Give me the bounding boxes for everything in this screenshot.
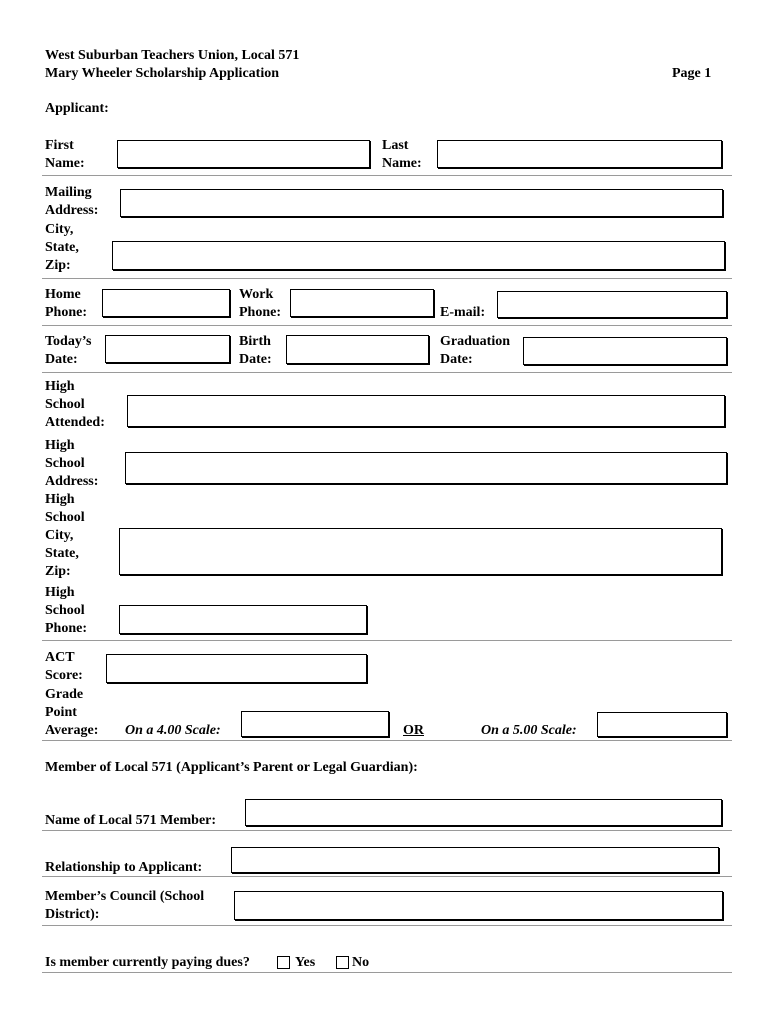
mailing-address-field[interactable]: [120, 189, 723, 217]
divider: [42, 640, 732, 641]
gpa-4-scale-label: On a 4.00 Scale:: [125, 723, 221, 738]
hs-city-state-zip-field[interactable]: [119, 528, 722, 575]
home-phone-field[interactable]: [102, 289, 230, 317]
hs-address-label: High School Address:: [45, 438, 99, 489]
dues-question: Is member currently paying dues?: [45, 955, 250, 970]
gpa-4-scale-field[interactable]: [241, 711, 389, 737]
council-field[interactable]: [234, 891, 723, 920]
applicant-heading: Applicant:: [45, 101, 109, 116]
hs-city-label: High School City, State, Zip:: [45, 492, 85, 579]
page-number: Page 1: [672, 66, 712, 81]
work-phone-field[interactable]: [290, 289, 434, 317]
member-heading: Member of Local 571 (Applicant’s Parent or Legal Guardian):: [45, 760, 418, 775]
first-name-field[interactable]: [117, 140, 370, 168]
email-field[interactable]: [497, 291, 727, 318]
org-name: West Suburban Teachers Union, Local 571: [45, 48, 300, 63]
council-label: Member’s Council (School District):: [45, 889, 205, 922]
last-name-field[interactable]: [437, 140, 722, 168]
hs-phone-label: High School Phone:: [45, 585, 87, 636]
todays-date-label: Today’s Date:: [45, 334, 92, 367]
divider: [42, 175, 732, 176]
hs-address-field[interactable]: [125, 452, 727, 484]
gpa-label: Grade Point Average:: [45, 687, 99, 738]
gpa-5-scale-label: On a 5.00 Scale:: [481, 723, 577, 738]
city-state-zip-label: City, State, Zip:: [45, 222, 79, 273]
divider: [42, 972, 732, 973]
graduation-date-field[interactable]: [523, 337, 727, 365]
mailing-address-label: Mailing Address:: [45, 185, 99, 218]
no-checkbox[interactable]: [336, 956, 349, 969]
divider: [42, 278, 732, 279]
work-phone-label: Work Phone:: [239, 287, 281, 320]
city-state-zip-field[interactable]: [112, 241, 725, 270]
member-name-label: Name of Local 571 Member:: [45, 813, 217, 828]
email-label: E-mail:: [440, 305, 486, 320]
or-label: OR: [403, 723, 424, 738]
act-score-field[interactable]: [106, 654, 367, 683]
divider: [42, 325, 732, 326]
divider: [42, 372, 732, 373]
act-score-label: ACT Score:: [45, 650, 83, 683]
gpa-5-scale-field[interactable]: [597, 712, 727, 737]
divider: [42, 740, 732, 741]
relationship-field[interactable]: [231, 847, 719, 873]
no-label: No: [352, 955, 370, 970]
divider: [42, 830, 732, 831]
member-name-field[interactable]: [245, 799, 722, 826]
hs-phone-field[interactable]: [119, 605, 367, 634]
graduation-date-label: Graduation Date:: [440, 334, 511, 367]
divider: [42, 876, 732, 877]
last-name-label: Last Name:: [382, 138, 422, 171]
relationship-label: Relationship to Applicant:: [45, 860, 203, 875]
hs-attended-label: High School Attended:: [45, 379, 105, 430]
birth-date-label: Birth Date:: [239, 334, 272, 367]
birth-date-field[interactable]: [286, 335, 429, 364]
home-phone-label: Home Phone:: [45, 287, 87, 320]
yes-label: Yes: [295, 955, 316, 970]
yes-checkbox[interactable]: [277, 956, 290, 969]
divider: [42, 925, 732, 926]
first-name-label: First Name:: [45, 138, 85, 171]
todays-date-field[interactable]: [105, 335, 230, 363]
hs-attended-field[interactable]: [127, 395, 725, 427]
form-title: Mary Wheeler Scholarship Application: [45, 66, 279, 81]
